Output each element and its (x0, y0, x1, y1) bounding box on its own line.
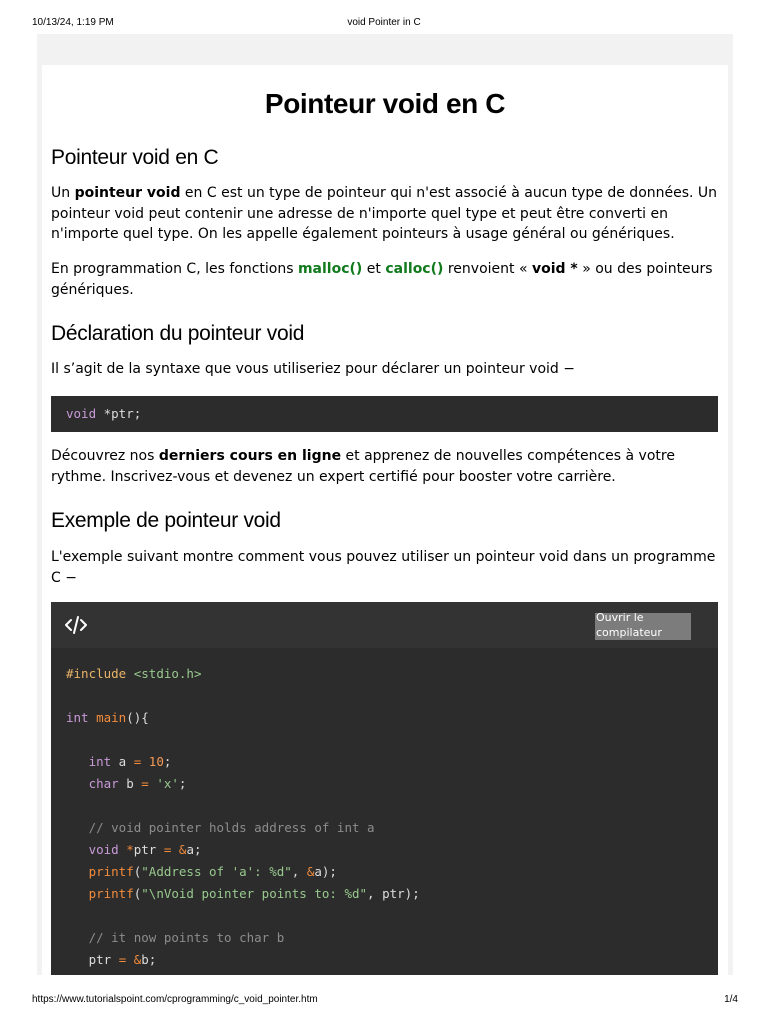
example-code-block (51, 602, 718, 975)
code-line: void *ptr = &a; (88, 842, 202, 857)
code-line: printf("\nVoid pointer points to: %d", ptr); (88, 886, 420, 901)
open-compiler-button[interactable]: Ouvrir le compilateur (595, 613, 691, 640)
page-number: 1/4 (724, 994, 738, 1005)
malloc-link[interactable]: malloc() (297, 261, 363, 277)
example-paragraph: L'exemple suivant montre comment vous pouvez utiliser un pointeur void dans un programme C − (51, 549, 716, 586)
section-heading-declaration: Déclaration du pointeur void (51, 322, 305, 345)
bold-term: pointeur void (74, 185, 181, 201)
code-line: // it now points to char b (88, 930, 285, 945)
code-line: char b = 'x'; (88, 776, 187, 791)
print-url: https://www.tutorialspoint.com/cprogramming/c_void_pointer.htm (32, 994, 318, 1005)
code-line: printf("Address of 'a': %d", &a); (88, 864, 337, 879)
print-doc-title: void Pointer in C (347, 17, 421, 28)
calloc-link[interactable]: calloc() (385, 261, 444, 277)
declaration-code-line: void *ptr; (66, 406, 142, 421)
declaration-code-block (51, 396, 718, 432)
section-heading-example: Exemple de pointeur void (51, 509, 281, 532)
print-datetime: 10/13/24, 1:19 PM (32, 17, 114, 28)
void-star-term: void * (531, 261, 578, 277)
courses-paragraph: Découvrez nos derniers cours en ligne et apprenez de nouvelles compétences à votre rythme. Inscrivez-vous et devenez un expert certifié pour booster votre carrière. (51, 448, 675, 485)
code-line: #include <stdio.h> (66, 666, 202, 681)
code-line: int a = 10; (88, 754, 172, 769)
article-container (42, 65, 728, 975)
print-footer (0, 990, 768, 1010)
page-title: Pointeur void en C (264, 88, 506, 119)
code-brackets-icon (65, 615, 87, 635)
code-line: int main(){ (66, 710, 149, 725)
intro-paragraph: Un pointeur void en C est un type de pointeur qui n'est associé à aucun type de données. Un pointeur void peut contenir une adresse de n'importe quel type et peut être converti en n'importe quel type. On les appelle également pointeurs à usage général ou génériques. (51, 185, 718, 243)
code-block-toolbar (51, 602, 718, 648)
code-line: // void pointer holds address of int a (88, 820, 375, 835)
section-heading-intro: Pointeur void en C (51, 146, 219, 169)
code-line: ptr = &b; (66, 952, 157, 967)
malloc-paragraph: En programmation C, les fonctions malloc() et calloc() renvoient « void * » ou des pointeurs génériques. (51, 261, 713, 298)
print-header (0, 0, 768, 34)
syntax-paragraph: Il s’agit de la syntaxe que vous utiliseriez pour déclarer un pointeur void − (51, 361, 575, 377)
courses-link[interactable]: derniers cours en ligne (158, 448, 342, 464)
